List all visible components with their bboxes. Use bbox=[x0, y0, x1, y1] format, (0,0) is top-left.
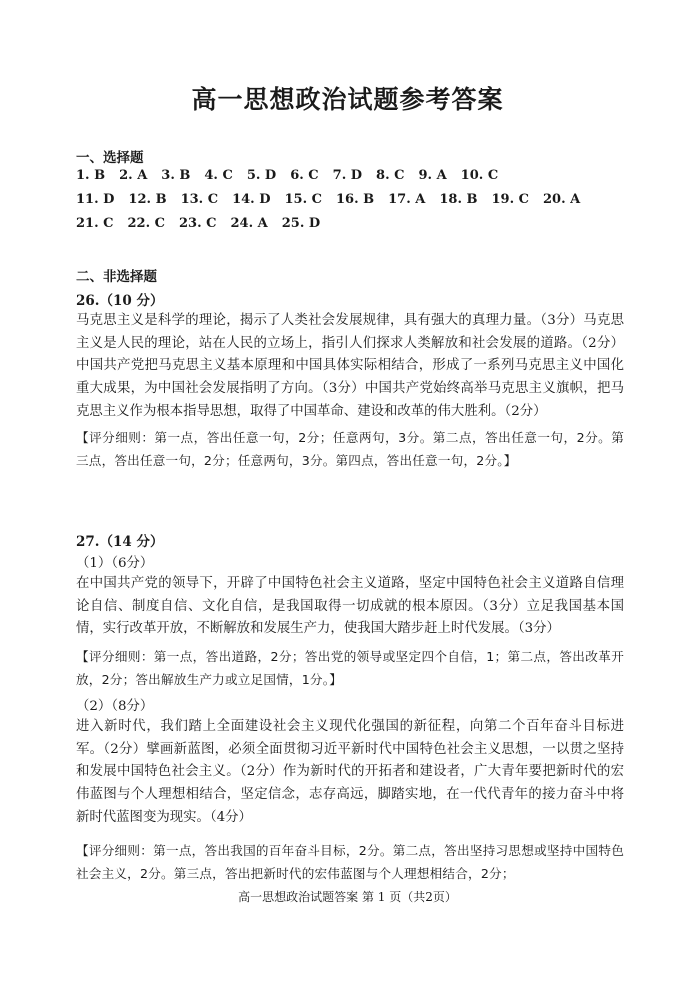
choice-answer: 25. D bbox=[281, 216, 321, 231]
choice-answer: 18. B bbox=[439, 192, 478, 207]
choice-answer: 6. C bbox=[290, 168, 319, 183]
choice-answer: 14. D bbox=[232, 192, 271, 207]
choice-answer: 20. A bbox=[543, 192, 581, 207]
q27-part1-answer: 在中国共产党的领导下，开辟了中国特色社会主义道路，坚定中国特色社会主义道路自信理论自信、制度自信、文化自信，是我国取得一切成就的根本原因。（3分）立足我国基本国情，实行改革开放，不断解放和发展生产力，使我国大踏步赶上时代发展。（3分） bbox=[76, 576, 624, 637]
choice-answer: 5. D bbox=[246, 168, 277, 183]
q26-heading: 26.（10 分） bbox=[76, 293, 164, 309]
choice-answer: 4. C bbox=[204, 168, 233, 183]
answer-row-1 bbox=[76, 168, 512, 183]
choice-answer: 1. B bbox=[76, 168, 106, 183]
q27-part2-answer: 进入新时代，我们踏上全面建设社会主义现代化强国的新征程，向第二个百年奋斗目标进军。（2分）擘画新蓝图，必须全面贯彻习近平新时代中国特色社会主义思想，一以贯之坚持和发展中国特色社会主义。（2分）作为新时代的开拓者和建设者，广大青年要把新时代的宏伟蓝图与个人理想相结合，坚定信念，志存高远，脚踏实地，在一代代青年的接力奋斗中将新时代蓝图变为现实。（4分） bbox=[76, 719, 624, 825]
choice-answer: 3. B bbox=[161, 168, 191, 183]
answer-row-3 bbox=[76, 216, 334, 231]
q27-part1-label: （1）（6分） bbox=[76, 556, 154, 571]
page-title: 高一思想政治试题参考答案 bbox=[191, 85, 504, 114]
choice-answer: 13. C bbox=[180, 192, 219, 207]
choice-answer: 22. C bbox=[127, 216, 165, 231]
q26-answer: 马克思主义是科学的理论，揭示了人类社会发展规律，具有强大的真理力量。（3分）马克思主义是人民的理论，站在人民的立场上，指引人们探求人类解放和社会发展的道路。（2分）中国共产党把马克思主义基本原理和中国具体实际相结合，形成了一系列马克思主义中国化重大成果，为中国社会发展指明了方向。（3分）中国共产党始终高举马克思主义旗帜，把马克思主义作为根本指导思想，取得了中国革命、建设和改革的伟大胜利。（2分） bbox=[76, 313, 624, 419]
choice-answer: 12. B bbox=[128, 192, 167, 207]
section1-heading: 一、选择题 bbox=[76, 150, 144, 166]
section2-heading: 二、非选择题 bbox=[76, 269, 157, 285]
choice-answer: 7. D bbox=[332, 168, 363, 183]
page-footer: 高一思想政治试题答案 第 1 页（共2页） bbox=[238, 890, 457, 904]
choice-answer: 15. C bbox=[284, 192, 322, 207]
choice-answer: 11. D bbox=[76, 192, 115, 207]
choice-answer: 17. A bbox=[388, 192, 426, 207]
choice-answer: 10. C bbox=[460, 168, 499, 183]
choice-answer: 9. A bbox=[418, 168, 447, 183]
q27-part2-label: （2）（8分） bbox=[76, 699, 154, 714]
choice-answer: 19. C bbox=[491, 192, 529, 207]
choice-answer: 8. C bbox=[376, 168, 405, 183]
choice-answer: 21. C bbox=[76, 216, 114, 231]
choice-answer: 23. C bbox=[179, 216, 217, 231]
choice-answer: 24. A bbox=[230, 216, 268, 231]
q27-part2-rubric: 【评分细则：第一点，答出我国的百年奋斗目标，2分。第二点，答出坚持习思想或坚持中国特色社会主义，2分。第三点，答出把新时代的宏伟蓝图与个人理想相结合，2分； bbox=[76, 843, 624, 881]
q27-part1-rubric: 【评分细则：第一点，答出道路，2分；答出党的领导或坚定四个自信，1；第二点，答出改革开放，2分；答出解放生产力或立足国情，1分。】 bbox=[76, 649, 624, 687]
choice-answer: 16. B bbox=[335, 192, 375, 207]
choice-answer: 2. A bbox=[119, 168, 148, 183]
answer-row-2 bbox=[76, 192, 594, 207]
q27-heading: 27.（14 分） bbox=[76, 534, 164, 550]
q26-rubric: 【评分细则：第一点，答出任意一句，2分；任意两句，3分。第二点，答出任意一句，2分。第三点，答出任意一句，2分；任意两句，3分。第四点，答出任意一句，2分。】 bbox=[76, 430, 624, 468]
